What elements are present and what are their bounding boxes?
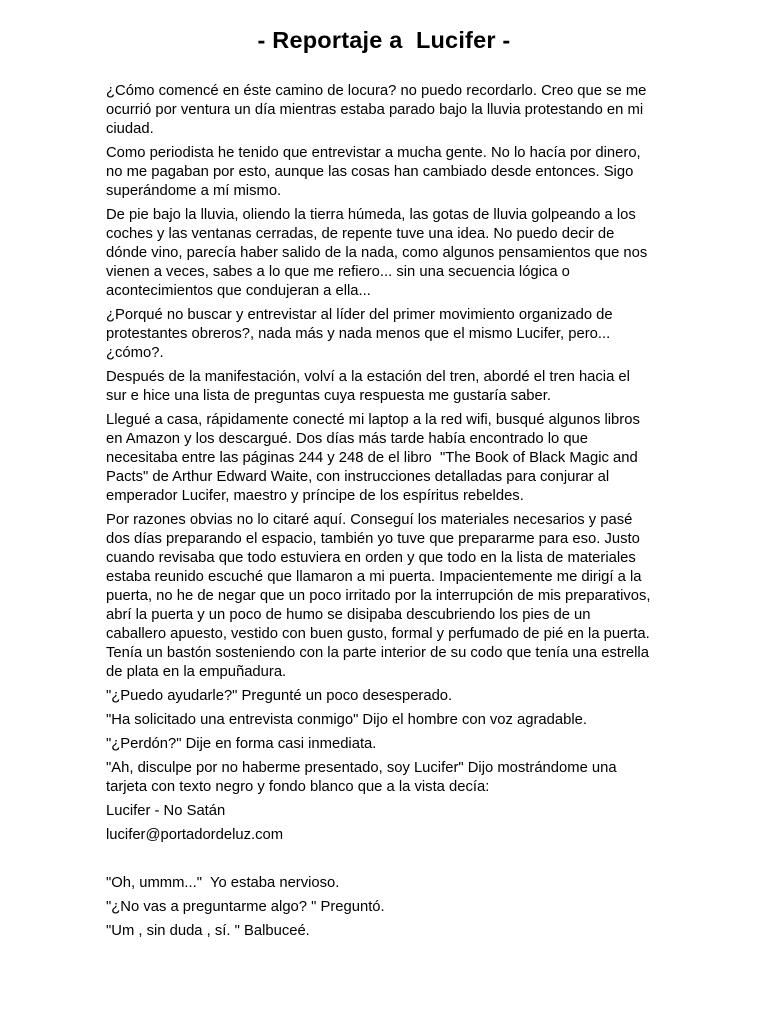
- paragraph: [106, 306, 666, 363]
- text-line: "¿Puedo ayudarle?" Pregunté un poco desesperado.: [106, 688, 453, 704]
- paragraph: [106, 511, 666, 682]
- text-line: De pie bajo la lluvia, oliendo la tierra húmeda, las gotas de lluvia golpeando a los: [106, 207, 636, 223]
- text-line: "¿No vas a preguntarme algo? " Preguntó.: [106, 899, 385, 915]
- paragraph: [106, 411, 666, 506]
- text-line: Pacts" de Arthur Edward Waite, con instrucciones detalladas para conjurar al: [106, 469, 610, 485]
- paragraph: [106, 759, 666, 797]
- dialogue-line: [106, 898, 666, 917]
- paragraph: [106, 82, 666, 139]
- text-line: vienen a veces, sabes a lo que me refiero... sin una secuencia lógica o: [106, 264, 570, 280]
- text-line: de plata en la empuñadura.: [106, 664, 287, 680]
- text-line: protestantes obreros?, nada más y nada menos que el mismo Lucifer, pero...: [106, 326, 611, 342]
- text-line: "Um , sin duda , sí. " Balbuceé.: [106, 923, 310, 939]
- text-line: caballero apuesto, vestido con buen gusto, formal y perfumado de pié en la puerta.: [106, 626, 650, 642]
- dialogue-line: [106, 735, 666, 754]
- text-line: no me pagaban por esto, aunque las cosas han cambiado desde entonces. Sigo: [106, 164, 634, 180]
- text-line: Como periodista he tenido que entrevistar a mucha gente. No lo hacía por dinero,: [106, 145, 641, 161]
- text-line: ¿Cómo comencé en éste camino de locura? no puedo recordarlo. Creo que se me: [106, 83, 647, 99]
- text-line: acontecimientos que condujeran a ella...: [106, 283, 371, 299]
- dialogue-line: [106, 874, 666, 893]
- text-line: ¿Porqué no buscar y entrevistar al líder del primer movimiento organizado de: [106, 307, 613, 323]
- document-body: [106, 82, 666, 946]
- text-line: "Ah, disculpe por no haberme presentado, soy Lucifer" Dijo mostrándome una: [106, 760, 617, 776]
- text-line: abrí la puerta y un poco de humo se disipaba descubriendo los pies de un: [106, 607, 591, 623]
- dialogue-line: [106, 922, 666, 941]
- card-name-line: [106, 802, 666, 821]
- text-line: cuando revisaba que todo estuviera en orden y que todo en la lista de materiales: [106, 550, 636, 566]
- paragraph: [106, 144, 666, 201]
- text-line: sur e hice una lista de preguntas cuya respuesta me gustaría saber.: [106, 388, 551, 404]
- document-title: - Reportaje a Lucifer -: [257, 27, 511, 53]
- text-line: dónde vino, parecía haber salido de la nada, como algunos pensamientos que nos: [106, 245, 648, 261]
- blank-line-gap: [106, 850, 666, 874]
- text-line: Después de la manifestación, volví a la estación del tren, abordé el tren hacia el: [106, 369, 630, 385]
- text-line: superándome a mí mismo.: [106, 183, 282, 199]
- text-line: Tenía un bastón sosteniendo con la parte interior de su codo que tenía una estrella: [106, 645, 649, 661]
- text-line: "Ha solicitado una entrevista conmigo" Dijo el hombre con voz agradable.: [106, 712, 587, 728]
- text-line: ¿cómo?.: [106, 345, 164, 361]
- text-line: dos días preparando el espacio, también yo tuve que prepararme para eso. Justo: [106, 531, 640, 547]
- paragraph: [106, 206, 666, 301]
- text-line: Lucifer - No Satán: [106, 803, 226, 819]
- text-line: estaba reunido escuché que llamaron a mi puerta. Impacientemente me dirigí a la: [106, 569, 642, 585]
- text-line: ciudad.: [106, 121, 154, 137]
- dialogue-line: [106, 711, 666, 730]
- paragraph: [106, 368, 666, 406]
- dialogue-line: [106, 687, 666, 706]
- text-line: emperador Lucifer, maestro y príncipe de los espíritus rebeldes.: [106, 488, 524, 504]
- text-line: Por razones obvias no lo citaré aquí. Conseguí los materiales necesarios y pasé: [106, 512, 633, 528]
- text-line: "Oh, ummm..." Yo estaba nervioso.: [106, 875, 340, 891]
- text-line: ocurrió por ventura un día mientras estaba parado bajo la lluvia protestando en mi: [106, 102, 644, 118]
- text-line: tarjeta con texto negro y fondo blanco que a la vista decía:: [106, 779, 490, 795]
- text-line: coches y las ventanas cerradas, de repente tuve una idea. No puedo decir de: [106, 226, 615, 242]
- text-line: necesitaba entre las páginas 244 y 248 de el libro "The Book of Black Magic and: [106, 450, 638, 466]
- text-line: lucifer@portadordeluz.com: [106, 827, 284, 843]
- text-line: "¿Perdón?" Dije en forma casi inmediata.: [106, 736, 377, 752]
- text-line: en Amazon y los descargué. Dos días más tarde había encontrado lo que: [106, 431, 589, 447]
- text-line: Llegué a casa, rápidamente conecté mi laptop a la red wifi, busqué algunos libros: [106, 412, 640, 428]
- text-line: puerta, no he de negar que un poco irritado por la interrupción de mis preparativos,: [106, 588, 651, 604]
- card-email-line: [106, 826, 666, 845]
